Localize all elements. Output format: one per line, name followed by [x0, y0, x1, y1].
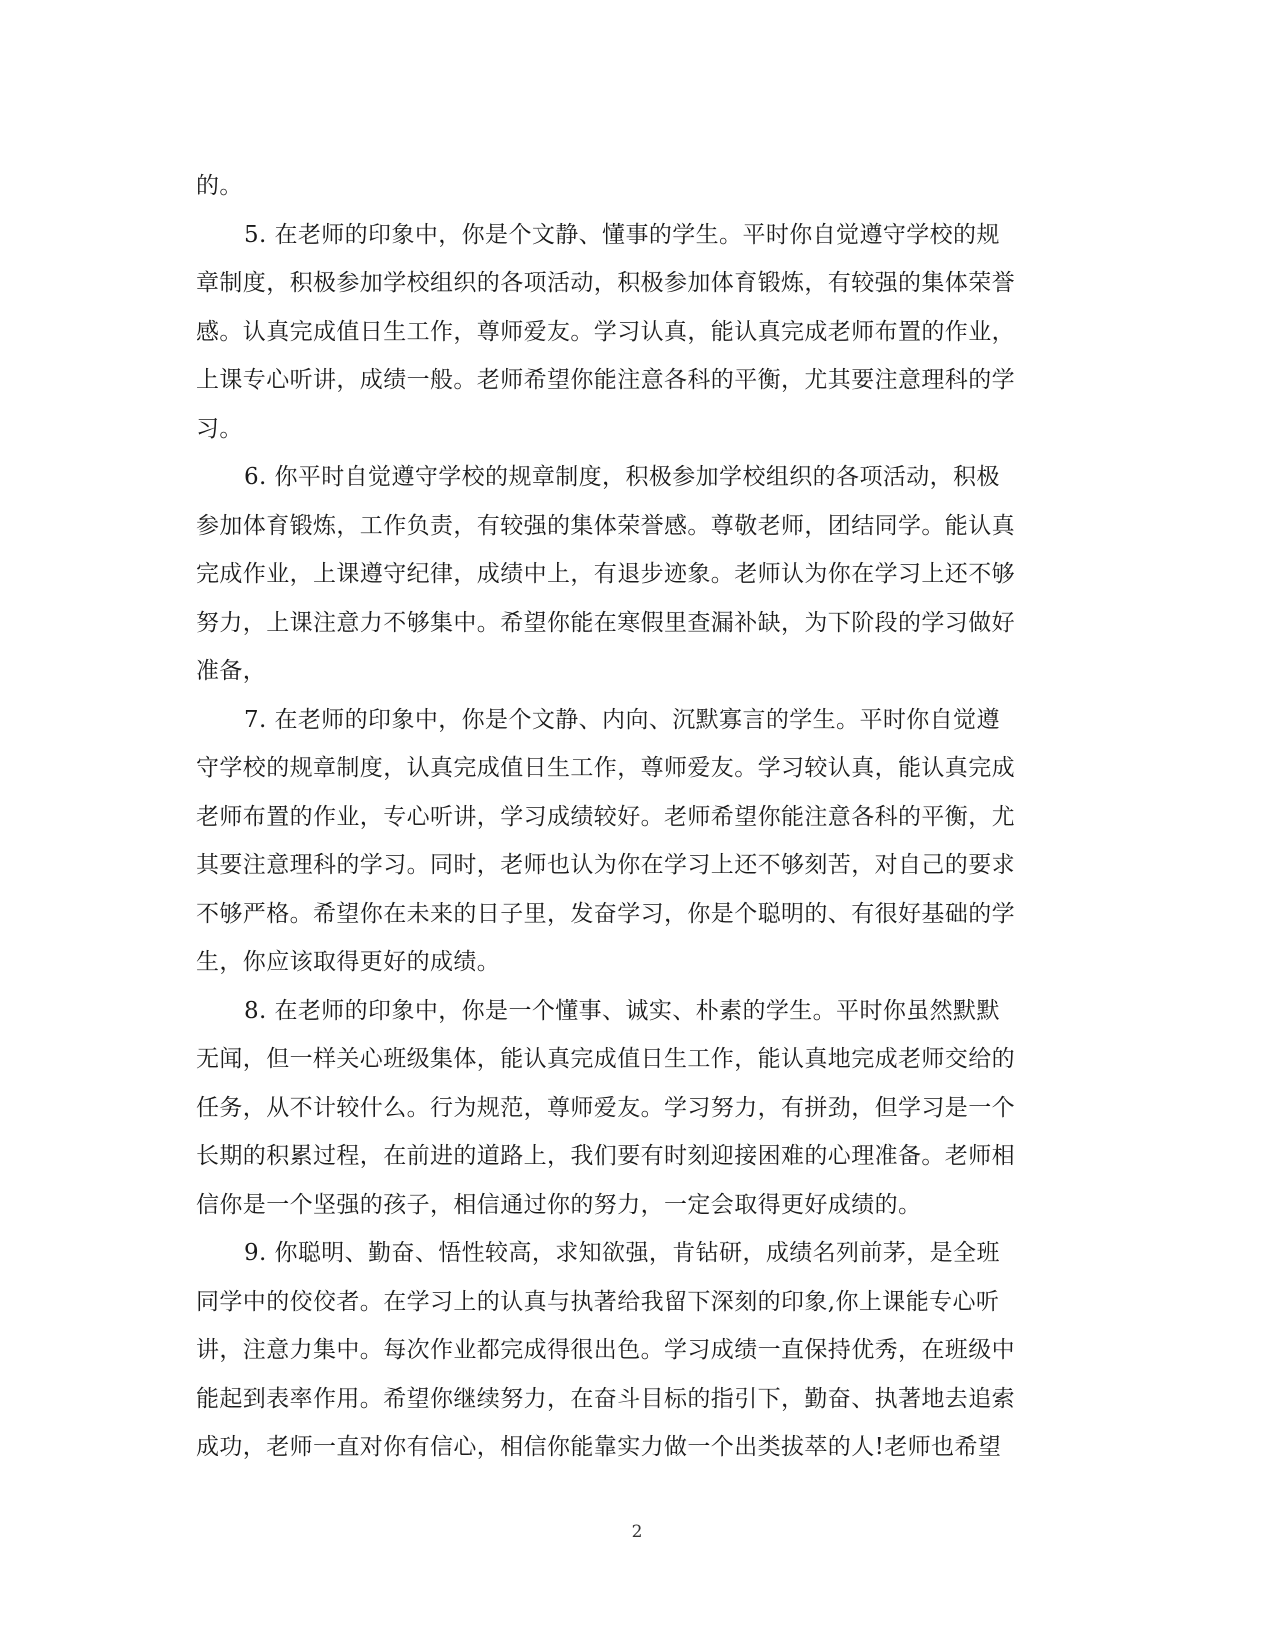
text-line: 习。	[196, 415, 243, 442]
text-line: 参加体育锻炼，工作负责，有较强的集体荣誉感。尊敬老师，团结同学。能认真	[196, 512, 1015, 539]
text-line: 完成作业，上课遵守纪律，成绩中上，有退步迹象。老师认为你在学习上还不够	[196, 561, 1015, 587]
document-body	[196, 162, 1076, 1472]
text-line: 任务，从不计较什么。行为规范，尊师爱友。学习努力，有拼劲，但学习是一个	[196, 1094, 1015, 1121]
text-line: 无闻，但一样关心班级集体，能认真完成值日生工作，能认真地完成老师交给的	[196, 1046, 1015, 1072]
text-line: 努力，上课注意力不够集中。希望你能在寒假里查漏补缺，为下阶段的学习做好	[196, 609, 1015, 636]
text-line: 7. 在老师的印象中，你是个文静、内向、沉默寡言的学生。平时你自觉遵	[244, 706, 1000, 733]
text-line: 5. 在老师的印象中，你是个文静、懂事的学生。平时你自觉遵守学校的规	[244, 221, 1000, 248]
text-line: 6. 你平时自觉遵守学校的规章制度，积极参加学校组织的各项活动，积极	[244, 464, 1000, 490]
text-line: 8. 在老师的印象中，你是一个懂事、诚实、朴素的学生。平时你虽然默默	[244, 997, 1000, 1024]
text-line: 老师布置的作业，专心听讲，学习成绩较好。老师希望你能注意各科的平衡，尤	[196, 803, 1015, 830]
text-line: 守学校的规章制度，认真完成值日生工作，尊师爱友。学习较认真，能认真完成	[196, 755, 1015, 781]
page-number: 2	[631, 1522, 643, 1542]
text-line: 长期的积累过程，在前进的道路上，我们要有时刻迎接困难的心理准备。老师相	[196, 1143, 1015, 1169]
text-line: 9. 你聪明、勤奋、悟性较高，求知欲强，肯钻研，成绩名列前茅，是全班	[244, 1240, 1000, 1266]
text-line: 不够严格。希望你在未来的日子里，发奋学习，你是个聪明的、有很好基础的学	[196, 900, 1015, 927]
text-line: 上课专心听讲，成绩一般。老师希望你能注意各科的平衡，尤其要注意理科的学	[196, 367, 1015, 393]
text-line: 生，你应该取得更好的成绩。	[196, 949, 501, 975]
text-line: 能起到表率作用。希望你继续努力，在奋斗目标的指引下，勤奋、执著地去追索	[196, 1385, 1015, 1412]
text-line: 同学中的佼佼者。在学习上的认真与执著给我留下深刻的印象,你上课能专心听	[196, 1288, 1000, 1315]
text-line: 准备，	[196, 658, 267, 684]
text-line: 章制度，积极参加学校组织的各项活动，积极参加体育锻炼，有较强的集体荣誉	[196, 270, 1015, 296]
text-line: 的。	[196, 173, 243, 199]
text-line: 感。认真完成值日生工作，尊师爱友。学习认真，能认真完成老师布置的作业，	[196, 318, 1015, 345]
text-line: 信你是一个坚强的孩子，相信通过你的努力，一定会取得更好成绩的。	[196, 1191, 922, 1218]
text-line: 讲，注意力集中。每次作业都完成得很出色。学习成绩一直保持优秀，在班级中	[196, 1337, 1015, 1363]
text-line: 成功，老师一直对你有信心，相信你能靠实力做一个出类拔萃的人!老师也希望	[196, 1434, 1002, 1460]
text-line: 其要注意理科的学习。同时，老师也认为你在学习上还不够刻苦，对自己的要求	[196, 852, 1015, 878]
